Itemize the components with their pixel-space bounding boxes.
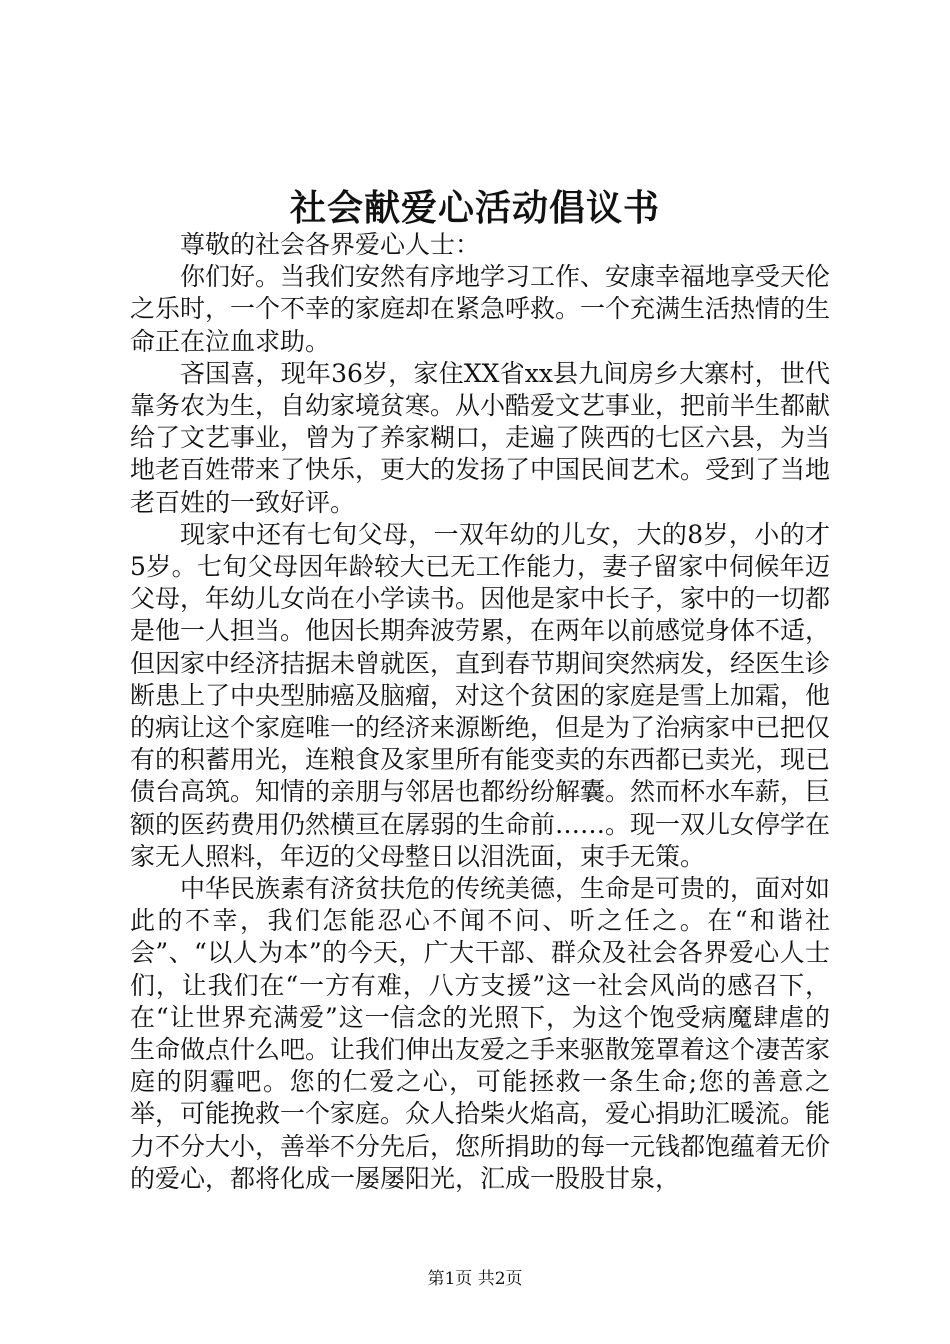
body-paragraph: 吝国喜，现年36岁，家住XX省xx县九间房乡大寨村，世代靠务农为生，自幼家境贫寒。从小酷爱文艺事业，把前半生都献给了文艺事业，曾为了养家糊口，走遍了陕西的七区六县，为当地老百姓带来了快乐，更大的发扬了中国民间艺术。受到了当地老百姓的一致好评。	[130, 358, 831, 517]
salutation-paragraph: 尊敬的社会各界爱心人士：	[180, 230, 481, 259]
document-title: 社会献爱心活动倡议书	[289, 187, 660, 229]
page-number-footer: 第1页 共2页	[427, 1269, 523, 1289]
body-paragraph: 你们好。当我们安然有序地学习工作、安康幸福地享受天伦之乐时，一个不幸的家庭却在紧急呼救。一个充满生活热情的生命正在泣血求助。	[130, 262, 831, 356]
body-paragraph: 现家中还有七旬父母，一双年幼的儿女，大的8岁，小的才5岁。七旬父母因年龄较大已无工作能力，妻子留家中伺候年迈父母，年幼儿女尚在小学读书。因他是家中长子，家中的一切都是他一人担当。他因长期奔波劳累，在两年以前感觉身体不适，但因家中经济拮据未曾就医，直到春节期间突然病发，经医生诊断患上了中央型肺癌及脑瘤，对这个贫困的家庭是雪上加霜，他的病让这个家庭唯一的经济来源断绝，但是为了治病家中已把仅有的积蓄用光，连粮食及家里所有能变卖的东西都已卖光，现已债台高筑。知情的亲朋与邻居也都纷纷解囊。然而杯水车薪，巨额的医药费用仍然横亘在孱弱的生命前……。现一双儿女停学在家无人照料，年迈的父母整日以泪洗面，束手无策。	[130, 519, 831, 871]
document-body	[130, 229, 830, 1195]
body-paragraph: 中华民族素有济贫扶危的传统美德，生命是可贵的，面对如此的不幸，我们怎能忍心不闻不问、听之任之。在“和谐社会”、“以人为本”的今天，广大干部、群众及社会各界爱心人士们，让我们在“一方有难，八方支援”这一社会风尚的感召下，在“让世界充满爱”这一信念的光照下，为这个饱受病魔肆虐的生命做点什么吧。让我们伸出友爱之手来驱散笼罩着这个凄苦家庭的阴霾吧。您的仁爱之心，可能拯救一条生命;您的善意之举，可能挽救一个家庭。众人拾柴火焰高，爱心捐助汇暖流。能力不分大小，善举不分先后，您所捐助的每一元钱都饱蕴着无价的爱心，都将化成一屡屡阳光，汇成一股股甘泉，	[130, 874, 831, 1193]
